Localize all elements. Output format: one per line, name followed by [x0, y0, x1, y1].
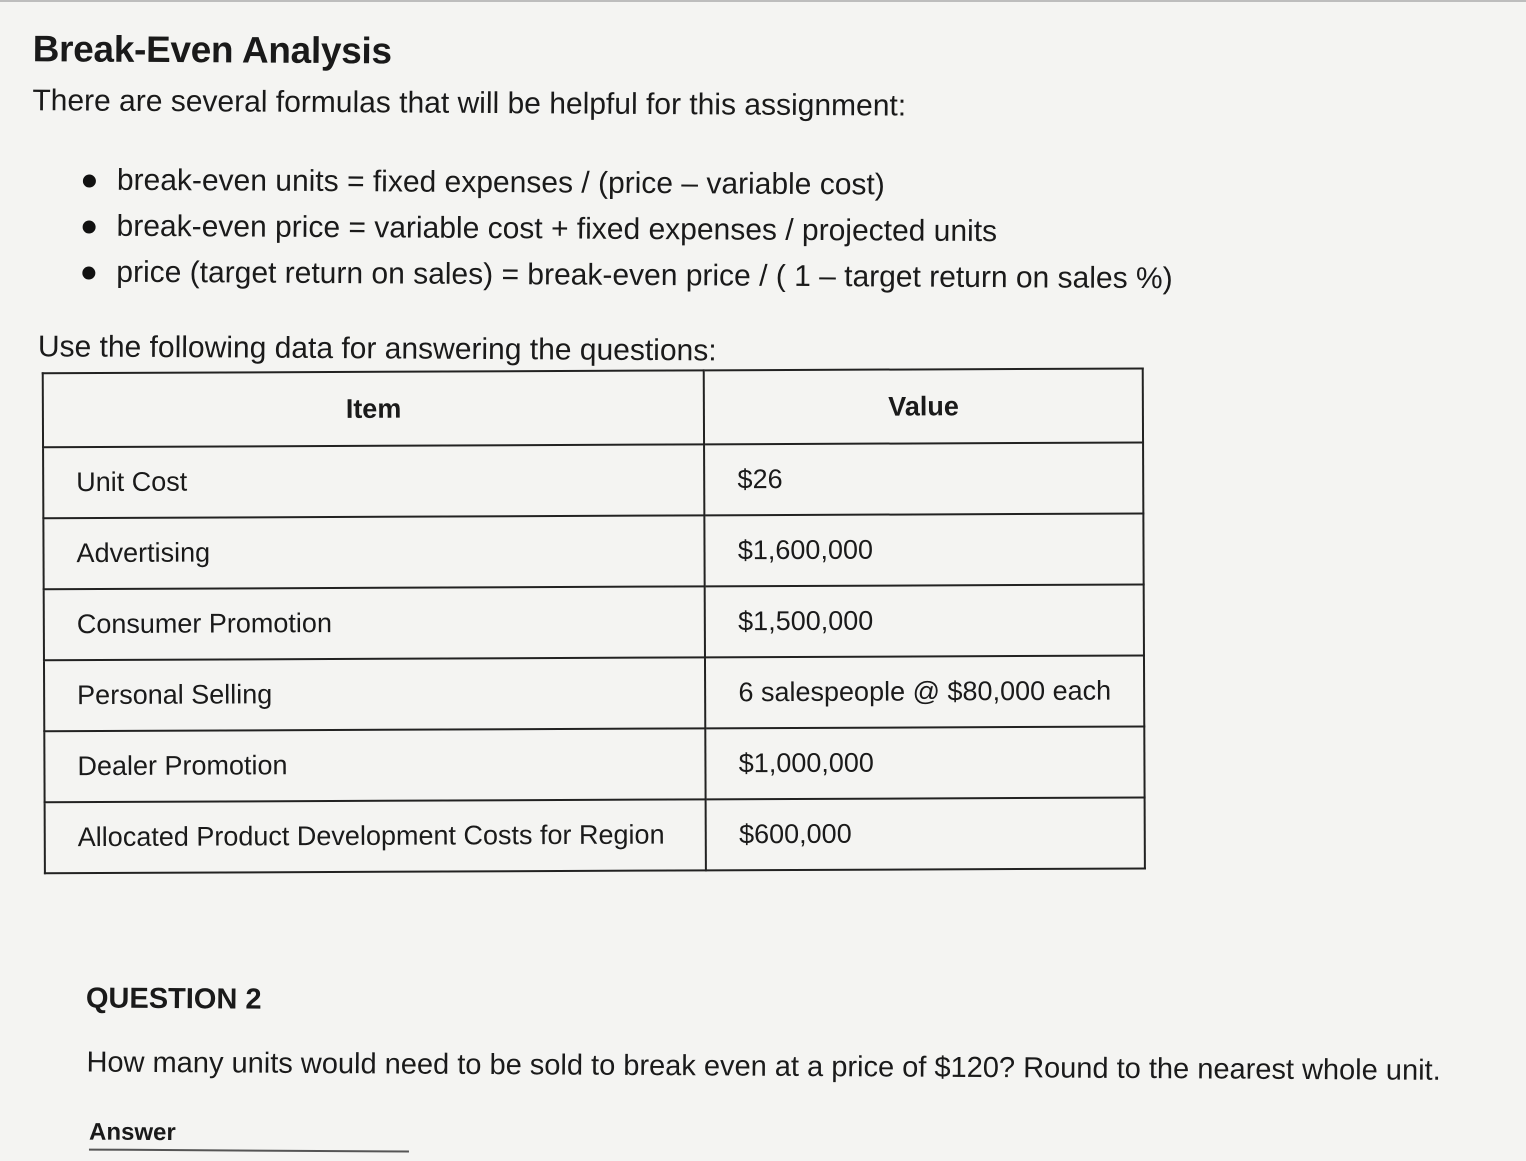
question-heading: QUESTION 2 [85, 982, 262, 1016]
column-header-item: Item [43, 370, 705, 447]
row-item-cell: Unit Cost [43, 444, 705, 518]
row-value-cell: $1,600,000 [705, 513, 1144, 586]
table-row [44, 655, 1144, 731]
formula-break-even-units: break-even units = fixed expenses / (price – variable cost) [79, 160, 1174, 213]
answer-label: Answer [89, 1118, 176, 1147]
table-row [43, 442, 1143, 518]
data-table [42, 367, 1146, 874]
table-header-row [43, 368, 1143, 447]
table-row [44, 584, 1144, 660]
row-item-cell: Dealer Promotion [44, 728, 706, 802]
page-title: Break-Even Analysis [32, 28, 392, 72]
column-header-value: Value [704, 368, 1143, 444]
row-item-cell: Personal Selling [44, 657, 706, 731]
intro-text: There are several formulas that will be helpful for this assignment: [32, 84, 907, 123]
row-value-cell: 6 salespeople @ $80,000 each [705, 655, 1144, 728]
row-value-cell: $1,500,000 [705, 584, 1144, 657]
table-row [43, 513, 1143, 589]
formula-target-return-price: price (target return on sales) = break-even price / ( 1 – target return on sales %) [78, 252, 1173, 305]
row-item-cell: Consumer Promotion [44, 586, 706, 660]
question-text: How many units would need to be sold to break even at a price of $120? Round to the nearest whole unit. [86, 1046, 1441, 1087]
row-value-cell: $600,000 [706, 797, 1145, 870]
data-intro-text: Use the following data for answering the questions: [37, 330, 717, 368]
row-item-cell: Allocated Product Development Costs for Region [45, 799, 707, 873]
table-row [45, 797, 1145, 873]
row-item-cell: Advertising [43, 515, 705, 589]
row-value-cell: $26 [704, 442, 1143, 515]
formula-break-even-price: break-even price = variable cost + fixed expenses / projected units [78, 206, 1173, 259]
formula-list [78, 160, 1173, 305]
row-value-cell: $1,000,000 [706, 726, 1145, 799]
table-row [44, 726, 1144, 802]
